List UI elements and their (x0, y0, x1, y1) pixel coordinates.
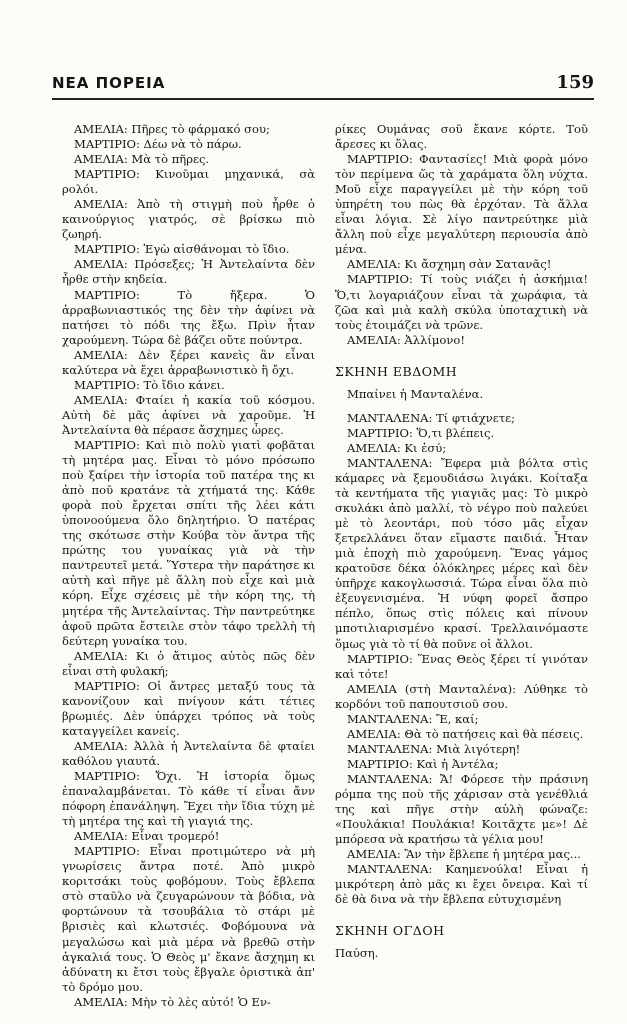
dialogue-line: ΑΜΕΛΙΑ: Ἀπὸ τὴ στιγμὴ ποὺ ἦρθε ὁ καινούργιος γιατρός, σὲ βρίσκω πιὸ ζωηρή. (62, 197, 315, 242)
dialogue-line: ΜΑΡΤΙΡΙΟ: Τὸ ἴδιο κάνει. (74, 377, 225, 392)
dialogue-line: ΜΑΡΤΙΡΙΟ: Ὅ,τι βλέπεις. (347, 425, 495, 440)
dialogue-line: ΜΑΡΤΙΡΙΟ: Ἕνας Θεὸς ξέρει τί γινόταν καὶ τότε! (335, 651, 588, 681)
stage-direction: Μπαίνει ἡ Μανταλένα. (347, 386, 484, 401)
dialogue-line: ΑΜΕΛΙΑ: Θὰ τὸ πατήσεις καὶ θὰ πέσεις. (347, 726, 584, 741)
dialogue-line: ΑΜΕΛΙΑ: Κι ὁ ἄτιμος αὐτὸς πῶς δὲν εἶναι στὴ φυλακή; (62, 648, 315, 678)
scene-heading: ΣΚΗΝΗ ΕΒΔΟΜΗ (335, 363, 458, 379)
dialogue-line: ΜΑΡΤΙΡΙΟ: Εἶναι προτιμώτερο νὰ μὴ γνωρίσεις ἄντρα ποτέ. Ἀπὸ μικρὸ κοριτσάκι τοὺς φοβόμουν. Τοὺς ἔβλεπα στὸ σταῦλο νὰ ζευγαρώνουν τὰ βόδια, νὰ φορτώνουν τὰ τσουβάλια τὸ στάρι μὲ βρισιὲς καὶ κλωτσιές. Φοβόμουνα νὰ μεγαλώσω καὶ μιὰ μέρα νὰ βρεθῶ στὴν ἀγκαλιά τους. Ὁ Θεὸς μ' ἔκανε ἄσχημη κι ἀδύνατη κι ἔτσι τοὺς ἔβγαλε ὁριστικὰ ἀπ' τὸ δρόμο μου. (62, 844, 315, 994)
dialogue-line: ΜΑΡΤΙΡΙΟ: Καὶ πιὸ πολὺ γιατὶ φοβᾶται τὴ μητέρα μας. Εἶναι τὸ μόνο πρόσωπο ποὺ ξαίρει τὴν ἱστορία τοῦ πατέρα της κι ἀπὸ ποῦ κρατάνε τὰ χτήματά της. Κάθε φορὰ ποὺ ἔρχεται σπίτι τῆς λέει κάτι ὑπονοούμενα ὅλο δηλητήριο. Ὁ πατέρας της σκότωσε στὴν Κούβα τὸν ἄντρα τῆς πρώτης του γυναίκας γιὰ νὰ τὴν παντρευτεῖ μετά. Ὕστερα τὴν παράτησε κι αὐτὴ καὶ πῆγε μὲ ἄλλη ποὺ εἶχε καὶ μιὰ κόρη. Εἶχε σχέσεις μὲ τὴν κόρη της, τὴ μητέρα τῆς Ἀντελαίντας. Τὴν παντρεύτηκε ἀφοῦ πρῶτα ἔστειλε στὸν τάφο τρελλὴ τὴ δεύτερη γυναίκα του. (62, 437, 315, 648)
dialogue-line: ΜΑΡΤΙΡΙΟ: Κινοῦμαι μηχανικά, σὰ ρολόι. (62, 167, 315, 197)
dialogue-line: ΑΜΕΛΙΑ: Ἀλλίμονο! (347, 332, 465, 347)
dialogue-line: ΜΑΡΤΙΡΙΟ: Καὶ ἡ Ἀντέλα; (347, 756, 499, 771)
dialogue-line: ΑΜΕΛΙΑ: Κι ἐσύ; (347, 440, 447, 455)
page-number: 159 (556, 72, 594, 93)
dialogue-line: ΜΑΡΤΙΡΙΟ: Οἱ ἄντρες μεταξύ τους τὰ κανονίζουν καὶ πνίγουν κάτι τέτιες βρωμιές. Δὲν ὑπάρχει τρόπος νὰ τοὺς καταγγείλει κανείς. (62, 678, 315, 738)
dialogue-line: ΑΜΕΛΙΑ: Φταίει ἡ κακία τοῦ κόσμου. Αὐτὴ δὲ μᾶς ἀφίνει νὰ χαροῦμε. Ἡ Ἀντελαίντα θὰ πέρασε ἄσχημες ὧρες. (62, 392, 315, 437)
dialogue-line: ΜΑΝΤΑΛΕΝΑ: Ἔφερα μιὰ βόλτα στὶς κάμαρες νὰ ξεμουδιάσω λιγάκι. Κοίταξα τὰ κεντήματα τῆς γιαγιᾶς μας: Τὸ μικρὸ σκυλάκι ἀπὸ μαλλί, τὸ νέγρο ποὺ παλεύει μὲ τὸ λεοντάρι, ποὺ τόσο μᾶς εἶχαν ξετρελλάνει ὅταν εἴμαστε παιδιά. Ἦταν μιὰ ἐποχὴ πιὸ χαρούμενη. Ἕνας γάμος κρατοῦσε δέκα ὁλόκληρες μέρες καὶ δὲν ὑπῆρχε κακογλωσσιά. Τώρα εἶναι ὅλα πιὸ ἐξευγενισμένα. Ἡ νύφη φορεῖ ἄσπρο πέπλο, ὅπως στὶς πόλεις καὶ πίνουν μποτιλιαρισμένο κρασί. Τρελλαινόμαστε ὅμως γιὰ τὸ τί θὰ ποῦνε οἱ ἄλλοι. (335, 455, 588, 651)
dialogue-line: ΜΑΡΤΙΡΙΟ: Φαντασίες! Μιὰ φορὰ μόνο τὸν περίμενα ὥς τὰ χαράματα ὅλη νύχτα. Μοῦ εἶχε παραγγείλει μὲ τὴν κόρη τοῦ ὑπηρέτη του πὼς θὰ ἐρχόταν. Τὰ ἄλλα εἶναι λόγια. Σὲ λίγο παντρεύτηκε μὶὰ ἄλλη ποὺ εἶχε μεγαλύτερη περιουσία ἀπὸ μένα. (335, 152, 588, 257)
dialogue-line: ΑΜΕΛΙΑ: Μὰ τὸ πῆρες. (74, 152, 210, 167)
dialogue-line: ΑΜΕΛΙΑ: Εἶναι τρομερό! (74, 829, 220, 844)
page-header (52, 70, 594, 96)
text-columns (62, 122, 589, 1009)
dialogue-line: ΑΜΕΛΙΑ: Μὴν τὸ λὲς αὐτό! Ὁ Εν- (74, 994, 271, 1009)
dialogue-line: ΜΑΝΤΑΛΕΝΑ: Καημενούλα! Εἶναι ἡ μικρότερη ἀπὸ μᾶς κι ἔχει ὄνειρα. Καὶ τί δὲ θὰ δινα νὰ τὴν ἔβλεπα εὐτυχισμένη (335, 862, 588, 907)
journal-title: ΝΕΑ ΠΟΡΕΙΑ (52, 74, 166, 92)
dialogue-line: ΑΜΕΛΙΑ: Δὲν ξέρει κανεὶς ἂν εἶναι καλύτερα νὰ ἔχει ἀρραβωνιστικὸ ἢ ὄχι. (62, 347, 315, 377)
dialogue-line: ΑΜΕΛΙΑ (στὴ Μανταλένα): Λύθηκε τὸ κορδόνι τοῦ παπουτσιοῦ σου. (335, 681, 588, 711)
right-column (335, 122, 588, 973)
dialogue-line: ΜΑΝΤΑΛΕΝΑ: Τί φτιάχνετε; (347, 410, 516, 425)
dialogue-line: ΜΑΝΤΑΛΕΝΑ: Μιὰ λιγότερη! (347, 741, 521, 756)
dialogue-line: ΜΑΡΤΙΡΙΟ: Ἐγὼ αἰσθάνομαι τὸ ἴδιο. (74, 242, 290, 257)
dialogue-line: ΜΑΝΤΑΛΕΝΑ: Ἄ! Φόρεσε τὴν πράσινη ρόμπα της ποὺ τῆς χάρισαν στὰ γενέθλιά της καὶ πῆγε στὴν αὐλὴ φώναζε: «Πουλάκια! Πουλάκια! Κοιτᾶχτε με»! Δὲ μπόρεσα νὰ κρατήσω τὰ γέλια μου! (335, 771, 588, 847)
dialogue-line: ΑΜΕΛΙΑ: Ἂν τὴν ἔβλεπε ἡ μητέρα μας... (347, 847, 581, 862)
scene-heading: ΣΚΗΝΗ ΟΓΔΟΗ (335, 923, 445, 939)
dialogue-line: ΜΑΡΤΙΡΙΟ: Τὸ ἤξερα. Ὁ ἀρραβωνιαστικός της δὲν τὴν ἀφίνει νὰ πατήσει τὸ πόδι της ἔξω. Πρὶν ἦταν χαρούμενη. Τώρα δὲ βάζει οὔτε πούντρα. (62, 287, 315, 347)
header-rule (52, 98, 594, 100)
dialogue-line: ΑΜΕΛΙΑ: Κι ἄσχημη σὰν Σατανᾶς! (347, 257, 552, 272)
dialogue-line: ΜΑΡΤΙΡΙΟ: Ὄχι. Ἡ ἱστορία ὅμως ἐπαναλαμβάνεται. Τὸ κάθε τί εἶναι ἄνν πόφορη ἐπανάληψη. Ἔχει τὴν ἴδια τύχη μὲ τὴ μητέρα της καὶ τὴ γιαγιά της. (62, 769, 315, 829)
dialogue-line: ΑΜΕΛΙΑ: Ἀλλὰ ἡ Ἀντελαίντα δὲ φταίει καθόλου γιαυτά. (62, 738, 315, 768)
dialogue-line: ρίκες Ουμάνας σοῦ ἔκανε κόρτε. Τοῦ ἄρεσες κι ὅλας. (335, 122, 588, 152)
dialogue-line: ΑΜΕΛΙΑ: Πρόσεξες; Ἡ Ἀντελαίντα δὲν ἦρθε στὴν κηδεία. (62, 257, 315, 287)
stage-direction: Παύση. (335, 946, 379, 961)
dialogue-line: ΑΜΕΛΙΑ: Πῆρες τὸ φάρμακό σου; (74, 122, 270, 136)
dialogue-line: ΜΑΡΤΙΡΙΟ: Δέω νὰ τὸ πάρω. (74, 137, 242, 152)
dialogue-line: ΜΑΡΤΙΡΙΟ: Τί τοὺς νιάζει ἡ ἀσκήμια! Ὅ,τι λογαριάζουν εἶναι τὰ χωράφια, τὰ ζῶα καὶ μιὰ καλὴ σκύλα ὑποταχτικὴ νὰ τοὺς ἑτοιμάζει νὰ τρῶνε. (335, 272, 588, 332)
left-column (62, 122, 315, 1010)
dialogue-line: ΜΑΝΤΑΛΕΝΑ: Ἔ, καί; (347, 711, 479, 726)
